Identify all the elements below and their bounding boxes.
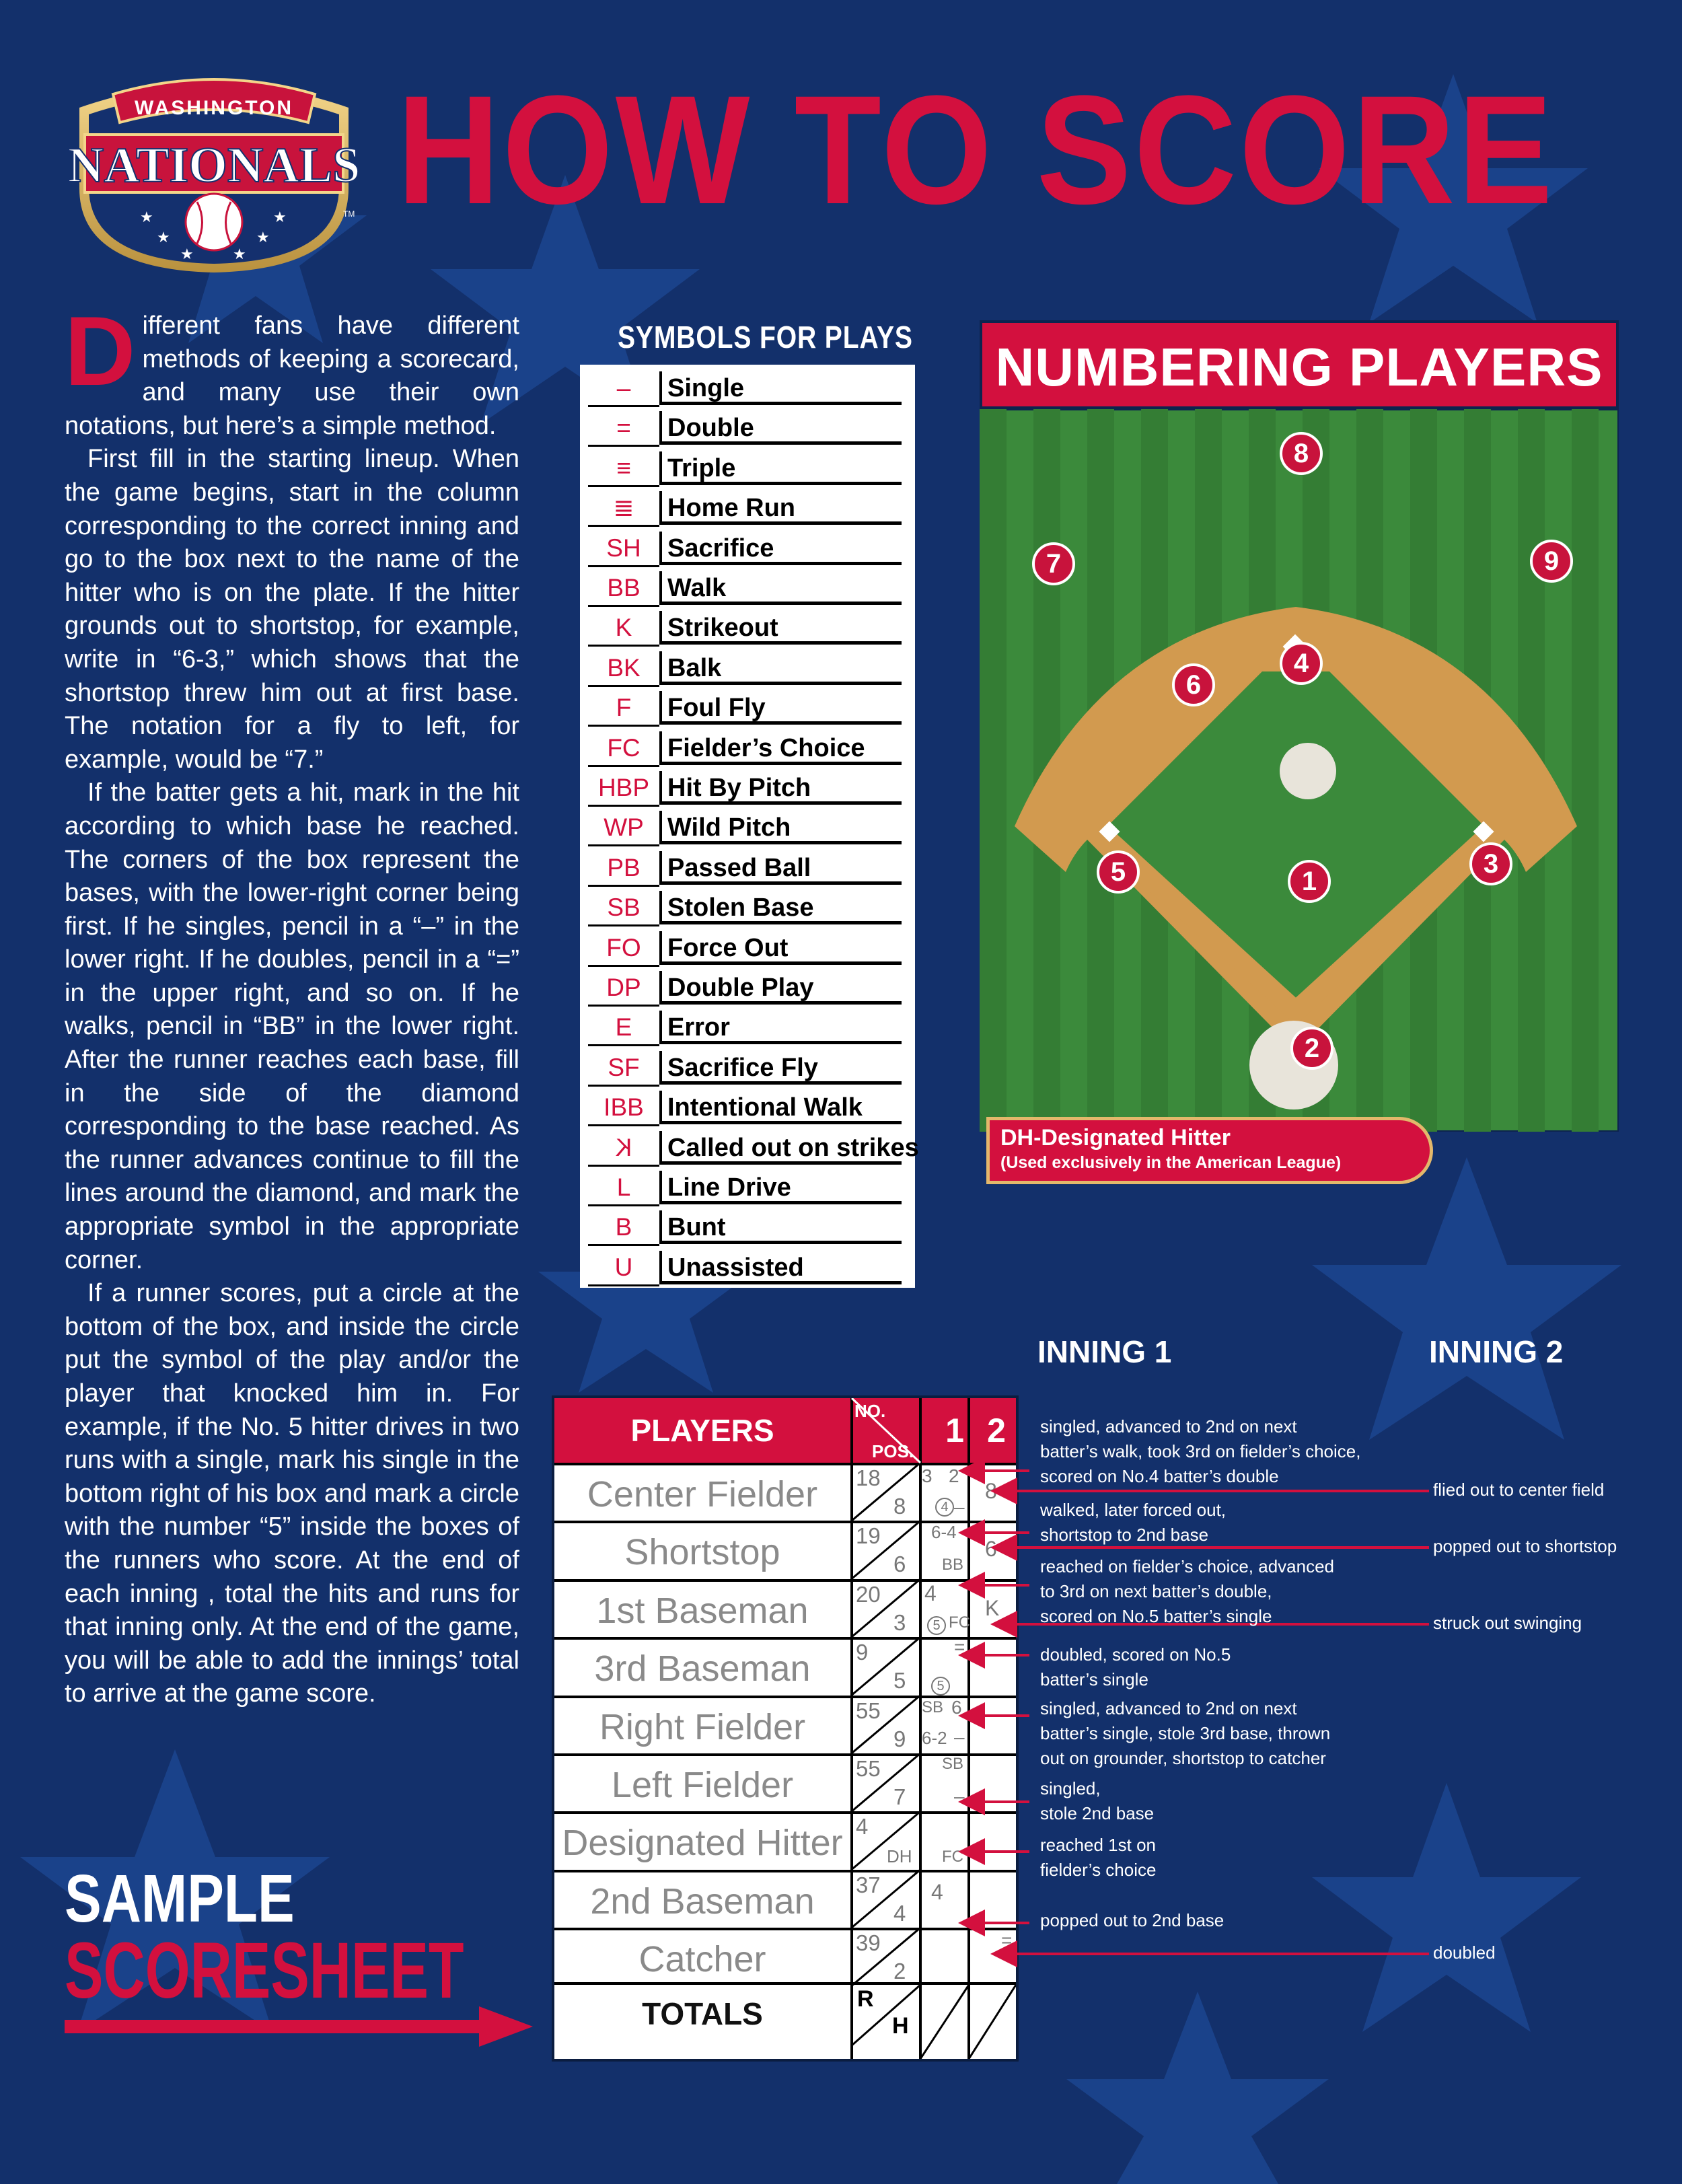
fb-i1-tl: 4 (924, 1581, 937, 1605)
cf-i1-tr: 2 (949, 1465, 959, 1486)
dh-subtitle: (Used exclusively in the American League) (1000, 1153, 1342, 1172)
symbol-label: Sacrifice (659, 532, 902, 565)
fb-i1-circle: 5 (927, 1616, 946, 1635)
runs-label: R (857, 1986, 874, 2012)
symbol-abbr: U (588, 1251, 659, 1286)
rf-i1-tl: SB (922, 1698, 944, 1716)
c-i2: = (1001, 1930, 1013, 1951)
player-number: 39 (856, 1930, 881, 1956)
position-3: 3 (1469, 842, 1512, 885)
inning-2-note: struck out swinging (1433, 1613, 1582, 1633)
sb-i1: 4 (931, 1880, 943, 1904)
symbol-label: Force Out (659, 931, 902, 965)
inning-1-note: shortstop to 2nd base (1040, 1525, 1209, 1545)
dh-title: DH-Designated Hitter (1000, 1125, 1231, 1151)
symbol-label: Unassisted (659, 1251, 902, 1284)
player-name: 2nd Baseman (590, 1881, 815, 1922)
symbol-label: Line Drive (659, 1171, 902, 1204)
inning-1-note: batter’s walk, took 3rd on fielder’s choice, (1040, 1441, 1361, 1461)
intro-paragraph-2: First fill in the starting lineup. When the game begins, start in the column corresponding to the correct inning and go to the box next to the name of the hitter who is on the plate. If the hitter grounds out to shortstop, for example, write in “6-3,” which shows that the shortstop threw him out at first base. The notation for a fly to left, for example, would be “7.” (65, 445, 519, 774)
player-number: 55 (856, 1698, 881, 1723)
player-name: Catcher (638, 1939, 766, 1980)
cf-i2: 8 (985, 1479, 997, 1503)
player-number: 20 (856, 1581, 881, 1607)
symbol-label: Triple (659, 451, 902, 485)
hits-label: H (892, 2013, 909, 2039)
symbol-abbr: K (588, 1131, 659, 1167)
cf-i1-circle: 4 (935, 1498, 954, 1517)
position-2: 2 (1290, 1027, 1333, 1070)
tb-i1-tr: = (954, 1636, 965, 1657)
symbol-abbr: ≣ (588, 491, 659, 527)
player-position: 9 (893, 1726, 906, 1751)
player-position: 5 (893, 1668, 906, 1694)
symbol-abbr: E (588, 1011, 659, 1046)
symbol-label: Intentional Walk (659, 1091, 902, 1124)
inning-2-note: doubled (1433, 1942, 1496, 1963)
symbol-label: Balk (659, 651, 902, 685)
symbol-abbr: B (588, 1210, 659, 1246)
inning-2-title: INNING 2 (1429, 1334, 1564, 1369)
lf-i1-tr: SB (942, 1755, 964, 1773)
inning-1-note: reached on fielder’s choice, advanced (1040, 1556, 1334, 1576)
logo-top-text: WASHINGTON (134, 97, 294, 119)
player-number: 55 (856, 1756, 881, 1781)
symbol-label: Sacrifice Fly (659, 1051, 902, 1085)
position-9: 9 (1530, 540, 1573, 583)
symbol-abbr: ≡ (588, 451, 659, 487)
page-title: HOW TO SCORE (397, 63, 1556, 236)
symbol-label: Single (659, 371, 902, 405)
inning-1-note: doubled, scored on No.5 (1040, 1644, 1231, 1665)
symbol-abbr: BK (588, 651, 659, 687)
player-position: 3 (893, 1609, 906, 1635)
symbol-abbr: F (588, 691, 659, 727)
inning-2-note: popped out to shortstop (1433, 1536, 1617, 1556)
inning-1-note: walked, later forced out, (1040, 1500, 1227, 1520)
symbol-label: Stolen Base (659, 891, 902, 924)
player-position: 7 (893, 1784, 906, 1809)
player-name: Left Fielder (611, 1765, 794, 1805)
inning-2-note: flied out to center field (1433, 1480, 1605, 1500)
intro-paragraph-1: ifferent fans have different methods of keeping a scorecard, and many use their own notations, but here’s a simple method. (65, 312, 519, 440)
player-position: 2 (893, 1959, 906, 1984)
tb-i1-circle: 5 (931, 1677, 950, 1696)
symbol-abbr: L (588, 1171, 659, 1206)
intro-paragraph-4: If a runner scores, put a circle at the bottom of the box, and inside the circle put the symbol of the play and/or the player that knocked him in. For example, if the No. 5 hitter drives in two runs with a single, mark his single in the bottom right of his box and mark a circle with the number “5” inside the boxes of the runners who score. At the end of each inning , total the hits and runs for that inning only. At the end of the game, you will be able to add the innings’ total to arrive at the game score. (65, 1279, 519, 1708)
position-6: 6 (1172, 663, 1215, 706)
symbol-label: Wild Pitch (659, 811, 902, 844)
symbol-abbr: FC (588, 731, 659, 767)
sample-title: SAMPLE (65, 1861, 295, 1936)
player-name: Center Fielder (587, 1474, 818, 1515)
svg-text:★: ★ (180, 246, 194, 263)
dh-i1-br: FC (942, 1848, 963, 1866)
scoresheet-title: SCORESHEET (65, 1926, 464, 2015)
svg-text:★: ★ (273, 209, 287, 226)
symbol-abbr: = (588, 411, 659, 447)
symbol-abbr: PB (588, 851, 659, 887)
symbol-abbr: SB (588, 891, 659, 926)
symbol-label: Error (659, 1011, 902, 1044)
inning-1-note: out on grounder, shortstop to catcher (1040, 1748, 1326, 1768)
position-5: 5 (1097, 850, 1140, 894)
symbol-abbr: HBP (588, 771, 659, 807)
lf-i1-br: – (954, 1786, 965, 1807)
inning-1-title: INNING 1 (1037, 1334, 1172, 1369)
position-4: 4 (1280, 642, 1323, 685)
intro-paragraph-3: If the batter gets a hit, mark in the hit according to which base he reached. The corners of the box represent the bases, with the lower-right corner being first. If he singles, pencil in a “–” in the lower right. If he doubles, pencil in a “=” in the upper right, and so on. If he walks, pencil in “BB” in the lower right. After the runner reaches each base, fill in the side of the diamond corresponding to the base reached. As the runner advances continue to fill the lines around the diamond, and mark the appropriate symbol in the appropriate corner. (65, 778, 519, 1274)
inning-1-note: reached 1st on (1040, 1835, 1157, 1855)
logo-main-text: NATIONALS (67, 138, 361, 193)
player-position: 6 (893, 1552, 906, 1577)
fb-i1-br: FC (949, 1613, 970, 1632)
symbol-label: Bunt (659, 1210, 902, 1244)
position-1: 1 (1288, 860, 1331, 903)
rf-i1-br: – (954, 1726, 965, 1747)
symbol-label: Double (659, 411, 902, 445)
inning-1-note: fielder’s choice (1040, 1860, 1157, 1880)
symbol-label: Passed Ball (659, 851, 902, 885)
svg-text:★: ★ (256, 229, 270, 246)
position-header: POS. (872, 1441, 914, 1461)
ss-i1-br: BB (942, 1556, 964, 1574)
symbol-label: Double Play (659, 971, 902, 1005)
inning-1-note: scored on No.4 batter’s double (1040, 1466, 1279, 1486)
drop-cap: D (65, 296, 136, 406)
player-number: 37 (856, 1872, 881, 1897)
symbol-abbr: FO (588, 931, 659, 967)
position-7: 7 (1032, 542, 1075, 585)
ss-i1-tr: 6-4 (931, 1522, 957, 1542)
symbol-abbr: K (588, 611, 659, 647)
inning-1-note: stole 2nd base (1040, 1803, 1155, 1823)
symbol-label: Foul Fly (659, 691, 902, 725)
inning-1-note: singled, advanced to 2nd on next (1040, 1698, 1297, 1718)
rf-i1-play: 6-2 (922, 1728, 947, 1748)
svg-text:★: ★ (140, 209, 153, 226)
symbol-label: Called out on strikes (659, 1131, 902, 1165)
inning-1-note: singled, advanced to 2nd on next (1040, 1416, 1297, 1436)
svg-text:★: ★ (157, 229, 170, 246)
player-number: 4 (856, 1814, 869, 1840)
logo-tm: TM (343, 209, 355, 219)
player-position: 4 (893, 1900, 906, 1926)
totals-label: TOTALS (642, 1996, 763, 2031)
symbol-abbr: – (588, 371, 659, 407)
cf-i1-tl: 3 (922, 1465, 933, 1486)
symbol-label: Strikeout (659, 611, 902, 645)
fb-i2: K (985, 1596, 1000, 1620)
symbol-label: Hit By Pitch (659, 771, 902, 805)
inning-1-note: scored on No.5 batter’s single (1040, 1606, 1272, 1626)
svg-text:★: ★ (233, 246, 246, 263)
inning-1-note: singled, (1040, 1778, 1101, 1798)
player-name: Shortstop (624, 1532, 780, 1573)
symbol-label: Walk (659, 571, 902, 605)
symbol-label: Home Run (659, 491, 902, 525)
number-header: NO. (854, 1401, 886, 1421)
cf-i1-br: – (954, 1496, 965, 1517)
player-name: 3rd Baseman (594, 1648, 811, 1689)
inning-1-note: batter’s single, stole 3rd base, thrown (1040, 1723, 1331, 1743)
player-name: Designated Hitter (562, 1823, 843, 1864)
rf-i1-tr: 6 (951, 1697, 962, 1718)
inning-2-column-header: 2 (987, 1412, 1006, 1449)
symbol-abbr: SF (588, 1051, 659, 1087)
player-number: 18 (856, 1465, 881, 1490)
symbol-abbr: DP (588, 971, 659, 1007)
symbols-title: SYMBOLS FOR PLAYS (618, 320, 913, 355)
inning-1-note: to 3rd on next batter’s double, (1040, 1581, 1272, 1601)
symbol-abbr: BB (588, 571, 659, 607)
ss-i2: 6 (985, 1537, 997, 1561)
symbol-abbr: SH (588, 532, 659, 567)
numbering-players-title: NUMBERING PLAYERS (980, 320, 1619, 409)
player-name: Right Fielder (599, 1706, 806, 1747)
players-header: PLAYERS (630, 1413, 774, 1448)
symbol-abbr: WP (588, 811, 659, 846)
inning-1-note: popped out to 2nd base (1040, 1910, 1224, 1930)
position-8: 8 (1280, 432, 1323, 475)
inning-1-column-header: 1 (945, 1412, 964, 1449)
player-number: 19 (856, 1523, 881, 1549)
player-name: 1st Baseman (596, 1590, 809, 1631)
symbol-label: Fielder’s Choice (659, 731, 902, 765)
player-number: 9 (856, 1640, 869, 1665)
player-position: DH (887, 1846, 912, 1867)
inning-1-note: batter’s single (1040, 1669, 1148, 1689)
player-position: 8 (893, 1494, 906, 1519)
symbol-abbr: IBB (588, 1091, 659, 1126)
